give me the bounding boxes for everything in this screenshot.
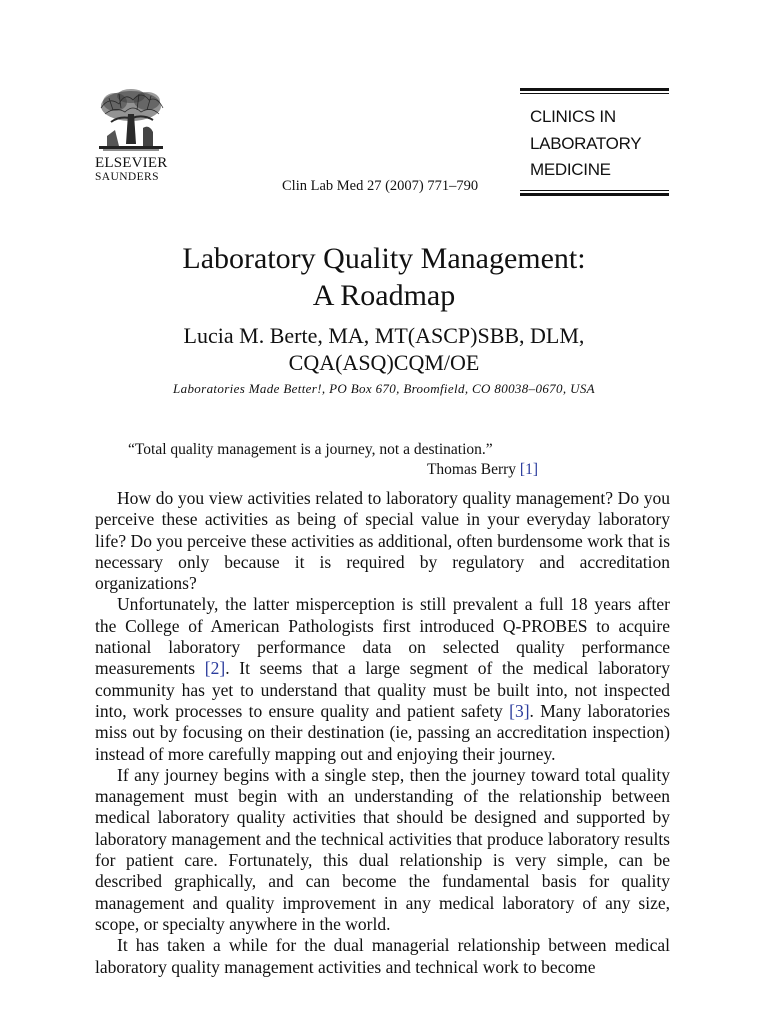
journal-title [520,94,669,190]
body-text-segment: It has taken a while for the dual managerial relationship between medical laboratory quality management activities and technical work to become [95,935,670,977]
tree-logo-icon [95,88,167,154]
reference-link[interactable]: [2] [204,658,226,679]
article-title-line: Laboratory Quality Management: [182,242,586,275]
masthead-bottom-rule [520,193,669,196]
journal-title-line: MEDICINE [530,160,611,179]
body-text-segment: How do you view activities related to laboratory quality management? Do you perceive these activities as being of special value in your everyday laboratory life? Do you perceive these activities as additional, often burdensome work that is necessary only because it is required by regulatory and accreditation organizations? [95,488,670,594]
body-paragraph [95,594,670,764]
masthead-bottom-rule-thin [520,190,669,191]
publisher-imprint: SAUNDERS [95,171,159,183]
author-line: Lucia M. Berte, MA, MT(ASCP)SBB, DLM, [183,323,585,348]
body-text-segment: If any journey begins with a single step, then the journey toward total quality management must begin with an understanding of the relationship between medical laboratory quality activities that should be designed and supported by laboratory management and the technical activities that produce laboratory results for patient care. Fortunately, this dual relationship is very simple, can be described graphically, and can become the fundamental basis for quality management and quality improvement in any medical laboratory of any size, scope, or specialty anywhere in the world. [95,764,670,934]
article-authors [0,322,768,376]
body-paragraph [95,765,670,935]
publisher-logo [95,88,173,184]
article-title-line: A Roadmap [312,279,456,312]
body-text-segment: . It seems that a large segment of the medical laboratory community has yet to understand that quality must be built into, not inspected into, work processes to ensure quality and patient safety [95,658,670,721]
body-text-segment: Unfortunately, the latter misperception is still prevalent a full 18 years after the College of American Pathologists first introduced Q-PROBES to acquire national laboratory performance data on selected quality performance measurements [95,594,670,679]
journal-title-line: CLINICS IN [530,107,616,126]
reference-link[interactable]: [3] [509,700,530,721]
epigraph-reference-link[interactable]: [1] [519,461,538,478]
body-paragraph [95,935,670,978]
journal-citation: Clin Lab Med 27 (2007) 771–790 [282,178,479,194]
masthead-top-rule [520,88,669,91]
publisher-name: ELSEVIER [95,155,168,171]
author-affiliation: Laboratories Made Better!, PO Box 670, Broomfield, CO 80038–0670, USA [173,381,595,396]
article-body [95,488,670,978]
journal-title-line: LABORATORY [530,133,642,153]
body-text-segment: . Many laboratories miss out by focusing on their destination (ie, passing an accreditation inspection) instead of more carefully mapping out and enjoying their journey. [95,700,671,764]
epigraph [128,440,538,480]
epigraph-author: Thomas Berry [426,461,517,478]
author-line: CQA(ASQ)CQM/OE [288,350,480,375]
article-title [0,240,768,314]
epigraph-quote: “Total quality management is a journey, not a destination.” [128,441,493,458]
journal-masthead [520,88,669,196]
body-paragraph [95,488,670,594]
epigraph-attribution [128,460,538,480]
